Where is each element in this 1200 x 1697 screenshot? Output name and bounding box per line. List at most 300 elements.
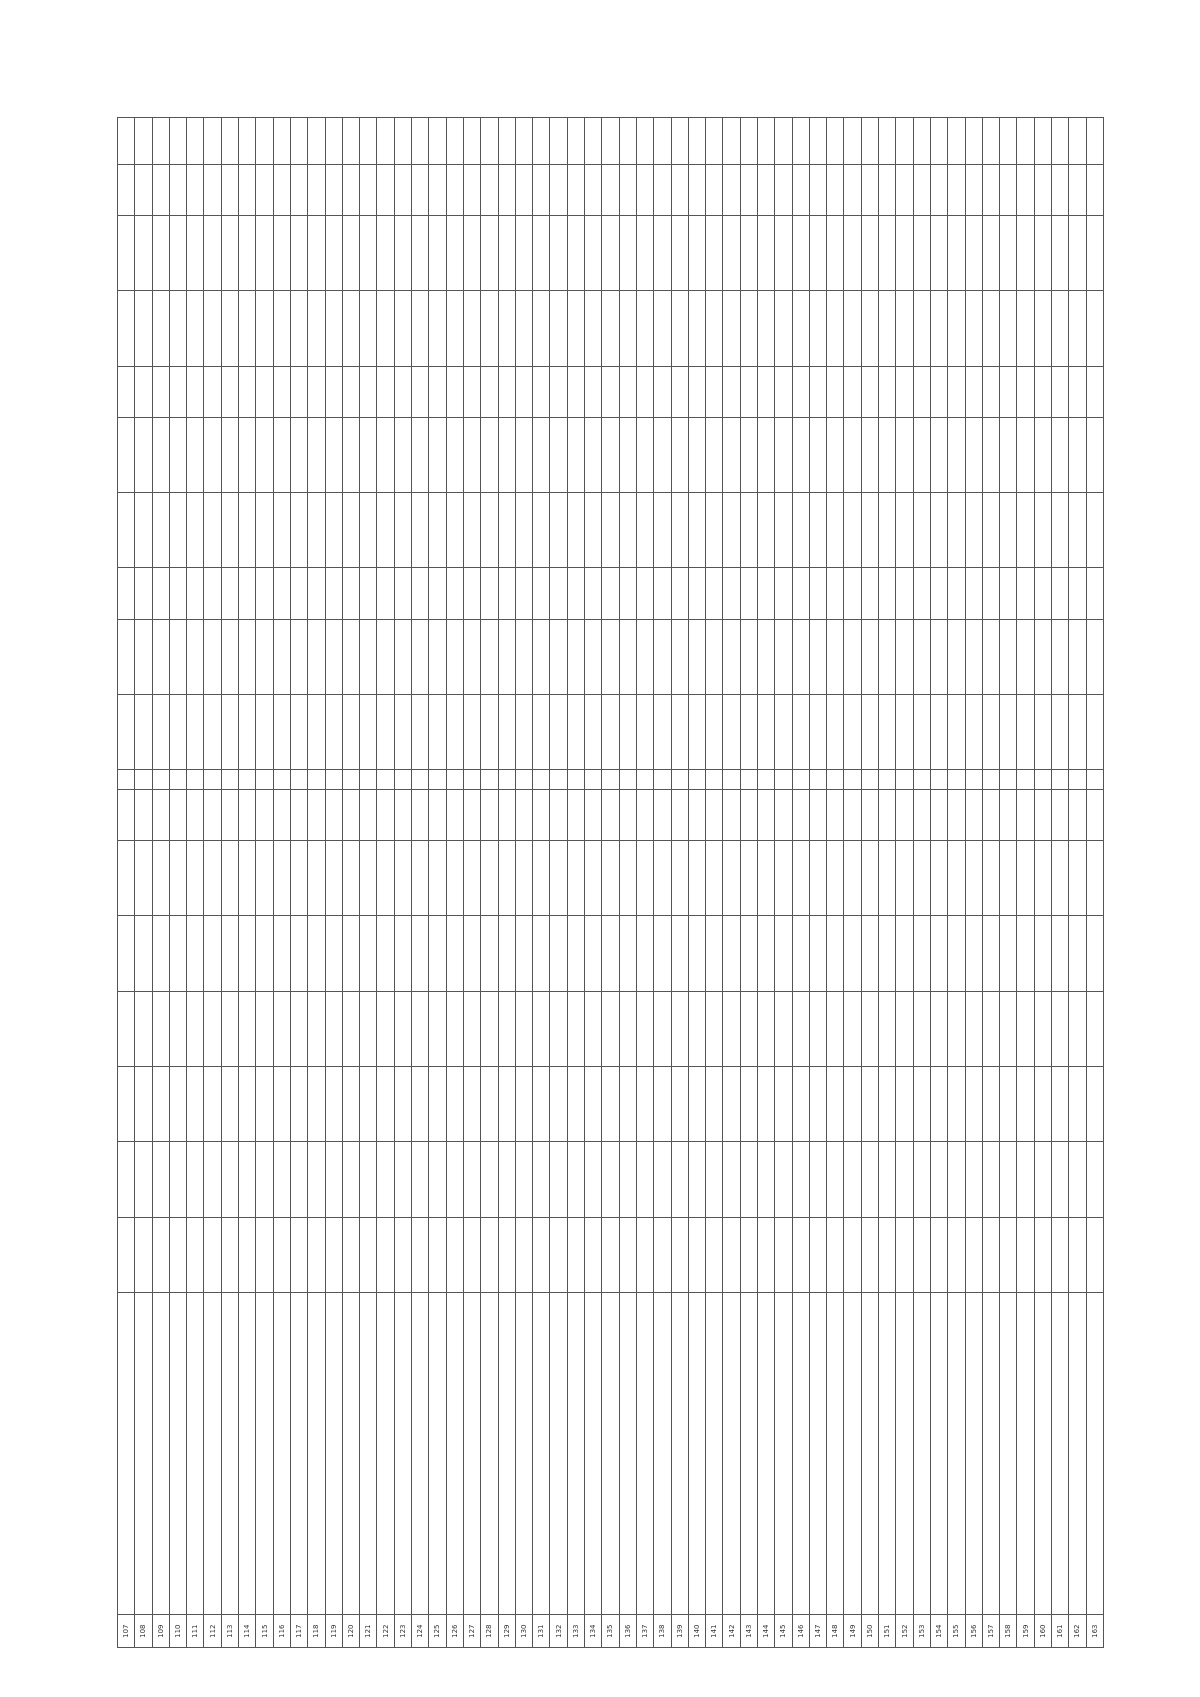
value-cell bbox=[948, 568, 965, 619]
value-cell bbox=[636, 694, 653, 769]
value-cell bbox=[463, 291, 480, 366]
value-cell bbox=[1052, 991, 1069, 1066]
value-cell bbox=[446, 118, 463, 165]
value-cell bbox=[290, 770, 307, 790]
row-number: 111 bbox=[187, 1615, 204, 1648]
value-cell bbox=[1000, 216, 1017, 291]
value-cell bbox=[740, 493, 757, 568]
value-cell bbox=[1017, 216, 1034, 291]
value-cell bbox=[1034, 619, 1051, 694]
value-cell bbox=[325, 118, 342, 165]
value-cell bbox=[221, 694, 238, 769]
value-cell bbox=[809, 770, 826, 790]
value-cell bbox=[394, 841, 411, 916]
value-cell bbox=[930, 1142, 947, 1217]
address-cell bbox=[636, 1292, 653, 1615]
value-cell bbox=[325, 790, 342, 841]
value-cell bbox=[723, 568, 740, 619]
value-cell bbox=[879, 916, 896, 991]
value-cell bbox=[879, 216, 896, 291]
value-cell bbox=[809, 291, 826, 366]
value-cell bbox=[636, 991, 653, 1066]
value-cell bbox=[723, 493, 740, 568]
value-cell bbox=[1017, 165, 1034, 216]
value-cell bbox=[239, 1142, 256, 1217]
value-cell bbox=[463, 417, 480, 492]
value-cell bbox=[498, 366, 515, 417]
value-cell bbox=[930, 991, 947, 1066]
value-cell bbox=[930, 493, 947, 568]
row-number: 156 bbox=[965, 1615, 982, 1648]
value-cell bbox=[152, 568, 169, 619]
value-cell bbox=[550, 118, 567, 165]
value-cell bbox=[654, 694, 671, 769]
value-cell bbox=[619, 493, 636, 568]
value-cell bbox=[273, 1142, 290, 1217]
value-cell bbox=[550, 366, 567, 417]
value-cell bbox=[463, 916, 480, 991]
value-cell bbox=[360, 417, 377, 492]
table-row bbox=[533, 118, 550, 1648]
row-number: 159 bbox=[1017, 1615, 1034, 1648]
value-cell bbox=[204, 165, 221, 216]
table-row bbox=[636, 118, 653, 1648]
value-cell bbox=[619, 1142, 636, 1217]
value-cell bbox=[723, 916, 740, 991]
value-cell bbox=[585, 568, 602, 619]
value-cell bbox=[567, 770, 584, 790]
value-cell bbox=[948, 366, 965, 417]
value-cell bbox=[740, 1066, 757, 1141]
value-cell bbox=[325, 165, 342, 216]
value-cell bbox=[481, 118, 498, 165]
value-cell bbox=[688, 417, 705, 492]
value-cell bbox=[827, 790, 844, 841]
value-cell bbox=[602, 790, 619, 841]
table-row bbox=[844, 118, 861, 1648]
value-cell bbox=[636, 493, 653, 568]
row-number: 139 bbox=[671, 1615, 688, 1648]
value-cell bbox=[757, 991, 774, 1066]
value-cell bbox=[533, 770, 550, 790]
value-cell bbox=[239, 694, 256, 769]
value-cell bbox=[377, 216, 394, 291]
value-cell bbox=[273, 291, 290, 366]
value-cell bbox=[688, 493, 705, 568]
table-row bbox=[308, 118, 325, 1648]
value-cell bbox=[498, 916, 515, 991]
value-cell bbox=[446, 216, 463, 291]
value-cell bbox=[602, 291, 619, 366]
row-number: 163 bbox=[1086, 1615, 1103, 1648]
value-cell bbox=[567, 291, 584, 366]
value-cell bbox=[930, 417, 947, 492]
value-cell bbox=[671, 1066, 688, 1141]
value-cell bbox=[394, 619, 411, 694]
value-cell bbox=[481, 790, 498, 841]
value-cell bbox=[1069, 493, 1086, 568]
address-cell bbox=[965, 1292, 982, 1615]
value-cell bbox=[757, 619, 774, 694]
table-row bbox=[169, 118, 186, 1648]
value-cell bbox=[636, 841, 653, 916]
address-cell bbox=[360, 1292, 377, 1615]
value-cell bbox=[982, 118, 999, 165]
value-cell bbox=[463, 694, 480, 769]
value-cell bbox=[965, 916, 982, 991]
address-cell bbox=[342, 1292, 359, 1615]
value-cell bbox=[308, 790, 325, 841]
value-cell bbox=[360, 770, 377, 790]
value-cell bbox=[1000, 366, 1017, 417]
value-cell bbox=[342, 493, 359, 568]
value-cell bbox=[394, 216, 411, 291]
value-cell bbox=[757, 1066, 774, 1141]
table-row bbox=[827, 118, 844, 1648]
value-cell bbox=[1017, 770, 1034, 790]
value-cell bbox=[498, 770, 515, 790]
value-cell bbox=[290, 619, 307, 694]
value-cell bbox=[654, 216, 671, 291]
value-cell bbox=[325, 916, 342, 991]
value-cell bbox=[861, 1066, 878, 1141]
value-cell bbox=[429, 118, 446, 165]
value-cell bbox=[602, 1142, 619, 1217]
value-cell bbox=[377, 694, 394, 769]
value-cell bbox=[930, 366, 947, 417]
value-cell bbox=[498, 1142, 515, 1217]
value-cell bbox=[360, 366, 377, 417]
value-cell bbox=[879, 568, 896, 619]
value-cell bbox=[861, 619, 878, 694]
value-cell bbox=[446, 1217, 463, 1292]
value-cell bbox=[671, 841, 688, 916]
value-cell bbox=[533, 991, 550, 1066]
table-row bbox=[792, 118, 809, 1648]
value-cell bbox=[965, 790, 982, 841]
value-cell bbox=[325, 619, 342, 694]
value-cell bbox=[740, 770, 757, 790]
value-cell bbox=[169, 493, 186, 568]
value-cell bbox=[498, 291, 515, 366]
value-cell bbox=[360, 991, 377, 1066]
value-cell bbox=[723, 694, 740, 769]
value-cell bbox=[169, 694, 186, 769]
value-cell bbox=[1052, 1217, 1069, 1292]
value-cell bbox=[982, 770, 999, 790]
value-cell bbox=[1000, 118, 1017, 165]
value-cell bbox=[619, 291, 636, 366]
value-cell bbox=[342, 841, 359, 916]
value-cell bbox=[256, 916, 273, 991]
table-row bbox=[135, 118, 152, 1648]
value-cell bbox=[239, 916, 256, 991]
value-cell bbox=[775, 916, 792, 991]
table-row bbox=[740, 118, 757, 1648]
address-cell bbox=[135, 1292, 152, 1615]
value-cell bbox=[844, 770, 861, 790]
value-cell bbox=[913, 493, 930, 568]
value-cell bbox=[861, 770, 878, 790]
address-cell bbox=[982, 1292, 999, 1615]
value-cell bbox=[1069, 841, 1086, 916]
value-cell bbox=[706, 165, 723, 216]
value-cell bbox=[446, 619, 463, 694]
value-cell bbox=[325, 841, 342, 916]
value-cell bbox=[982, 568, 999, 619]
row-number: 132 bbox=[550, 1615, 567, 1648]
value-cell bbox=[982, 841, 999, 916]
value-cell bbox=[654, 1066, 671, 1141]
value-cell bbox=[636, 619, 653, 694]
row-number: 157 bbox=[982, 1615, 999, 1648]
value-cell bbox=[913, 619, 930, 694]
value-cell bbox=[861, 916, 878, 991]
table-row bbox=[446, 118, 463, 1648]
value-cell bbox=[533, 568, 550, 619]
value-cell bbox=[1017, 1066, 1034, 1141]
value-cell bbox=[879, 1217, 896, 1292]
value-cell bbox=[187, 216, 204, 291]
value-cell bbox=[948, 216, 965, 291]
row-number: 117 bbox=[290, 1615, 307, 1648]
value-cell bbox=[654, 841, 671, 916]
value-cell bbox=[221, 366, 238, 417]
value-cell bbox=[1086, 417, 1103, 492]
row-number: 122 bbox=[377, 1615, 394, 1648]
value-cell bbox=[585, 366, 602, 417]
value-cell bbox=[861, 991, 878, 1066]
value-cell bbox=[671, 694, 688, 769]
value-cell bbox=[1034, 366, 1051, 417]
address-cell bbox=[550, 1292, 567, 1615]
value-cell bbox=[377, 366, 394, 417]
value-cell bbox=[965, 619, 982, 694]
value-cell bbox=[394, 366, 411, 417]
row-number: 138 bbox=[654, 1615, 671, 1648]
value-cell bbox=[1086, 216, 1103, 291]
value-cell bbox=[550, 493, 567, 568]
value-cell bbox=[515, 770, 532, 790]
value-cell bbox=[394, 568, 411, 619]
value-cell bbox=[481, 841, 498, 916]
value-cell bbox=[152, 216, 169, 291]
value-cell bbox=[671, 118, 688, 165]
value-cell bbox=[913, 694, 930, 769]
value-cell bbox=[481, 1142, 498, 1217]
value-cell bbox=[463, 1142, 480, 1217]
value-cell bbox=[1017, 991, 1034, 1066]
value-cell bbox=[879, 841, 896, 916]
value-cell bbox=[706, 841, 723, 916]
value-cell bbox=[481, 1217, 498, 1292]
value-cell bbox=[533, 1066, 550, 1141]
value-cell bbox=[239, 568, 256, 619]
value-cell bbox=[775, 493, 792, 568]
value-cell bbox=[930, 1217, 947, 1292]
value-cell bbox=[1017, 417, 1034, 492]
value-cell bbox=[567, 1217, 584, 1292]
value-cell bbox=[567, 366, 584, 417]
value-cell bbox=[809, 1142, 826, 1217]
value-cell bbox=[135, 568, 152, 619]
value-cell bbox=[290, 291, 307, 366]
value-cell bbox=[1069, 291, 1086, 366]
value-cell bbox=[377, 790, 394, 841]
value-cell bbox=[221, 291, 238, 366]
value-cell bbox=[412, 770, 429, 790]
value-cell bbox=[809, 694, 826, 769]
value-cell bbox=[1069, 991, 1086, 1066]
value-cell bbox=[412, 493, 429, 568]
value-cell bbox=[533, 118, 550, 165]
row-number: 115 bbox=[256, 1615, 273, 1648]
value-cell bbox=[913, 770, 930, 790]
value-cell bbox=[256, 493, 273, 568]
value-cell bbox=[688, 1217, 705, 1292]
value-cell bbox=[481, 493, 498, 568]
address-cell bbox=[533, 1292, 550, 1615]
value-cell bbox=[1034, 991, 1051, 1066]
value-cell bbox=[1086, 694, 1103, 769]
value-cell bbox=[602, 991, 619, 1066]
value-cell bbox=[463, 991, 480, 1066]
value-cell bbox=[965, 841, 982, 916]
value-cell bbox=[775, 770, 792, 790]
value-cell bbox=[1052, 770, 1069, 790]
value-cell bbox=[446, 841, 463, 916]
value-cell bbox=[844, 216, 861, 291]
value-cell bbox=[204, 770, 221, 790]
table-row bbox=[671, 118, 688, 1648]
address-cell bbox=[1069, 1292, 1086, 1615]
value-cell bbox=[585, 694, 602, 769]
value-cell bbox=[1000, 417, 1017, 492]
value-cell bbox=[498, 216, 515, 291]
value-cell bbox=[342, 991, 359, 1066]
value-cell bbox=[463, 118, 480, 165]
value-cell bbox=[481, 291, 498, 366]
address-cell bbox=[290, 1292, 307, 1615]
value-cell bbox=[221, 1066, 238, 1141]
value-cell bbox=[775, 216, 792, 291]
value-cell bbox=[792, 770, 809, 790]
value-cell bbox=[533, 291, 550, 366]
value-cell bbox=[360, 1066, 377, 1141]
row-number: 120 bbox=[342, 1615, 359, 1648]
value-cell bbox=[740, 1142, 757, 1217]
value-cell bbox=[118, 118, 135, 165]
value-cell bbox=[965, 165, 982, 216]
value-cell bbox=[515, 291, 532, 366]
value-cell bbox=[515, 216, 532, 291]
value-cell bbox=[273, 694, 290, 769]
value-cell bbox=[118, 790, 135, 841]
value-cell bbox=[1017, 493, 1034, 568]
value-cell bbox=[671, 916, 688, 991]
value-cell bbox=[930, 841, 947, 916]
row-number: 161 bbox=[1052, 1615, 1069, 1648]
value-cell bbox=[671, 291, 688, 366]
value-cell bbox=[446, 366, 463, 417]
value-cell bbox=[792, 841, 809, 916]
value-cell bbox=[290, 165, 307, 216]
table-row bbox=[1017, 118, 1034, 1648]
row-number: 107 bbox=[118, 1615, 135, 1648]
value-cell bbox=[550, 694, 567, 769]
value-cell bbox=[550, 568, 567, 619]
value-cell bbox=[896, 118, 913, 165]
value-cell bbox=[757, 366, 774, 417]
value-cell bbox=[671, 619, 688, 694]
value-cell bbox=[965, 1217, 982, 1292]
row-number: 124 bbox=[412, 1615, 429, 1648]
value-cell bbox=[636, 417, 653, 492]
row-number: 147 bbox=[809, 1615, 826, 1648]
value-cell bbox=[602, 694, 619, 769]
value-cell bbox=[481, 694, 498, 769]
table-row bbox=[515, 118, 532, 1648]
value-cell bbox=[342, 770, 359, 790]
address-cell bbox=[481, 1292, 498, 1615]
value-cell bbox=[723, 790, 740, 841]
address-cell bbox=[792, 1292, 809, 1615]
value-cell bbox=[550, 770, 567, 790]
value-cell bbox=[827, 694, 844, 769]
row-number: 140 bbox=[688, 1615, 705, 1648]
value-cell bbox=[879, 790, 896, 841]
row-number: 158 bbox=[1000, 1615, 1017, 1648]
value-cell bbox=[706, 770, 723, 790]
address-cell bbox=[688, 1292, 705, 1615]
value-cell bbox=[913, 1217, 930, 1292]
value-cell bbox=[930, 1066, 947, 1141]
address-cell bbox=[567, 1292, 584, 1615]
value-cell bbox=[533, 493, 550, 568]
table-row bbox=[377, 118, 394, 1648]
table-row bbox=[948, 118, 965, 1648]
value-cell bbox=[792, 619, 809, 694]
value-cell bbox=[135, 991, 152, 1066]
address-cell bbox=[152, 1292, 169, 1615]
value-cell bbox=[169, 770, 186, 790]
value-cell bbox=[844, 366, 861, 417]
value-cell bbox=[654, 1217, 671, 1292]
value-cell bbox=[515, 417, 532, 492]
value-cell bbox=[982, 916, 999, 991]
value-cell bbox=[290, 493, 307, 568]
value-cell bbox=[896, 619, 913, 694]
value-cell bbox=[585, 291, 602, 366]
value-cell bbox=[169, 790, 186, 841]
value-cell bbox=[567, 1066, 584, 1141]
value-cell bbox=[792, 216, 809, 291]
value-cell bbox=[861, 291, 878, 366]
value-cell bbox=[342, 118, 359, 165]
value-cell bbox=[636, 916, 653, 991]
table-body bbox=[118, 118, 1104, 1648]
value-cell bbox=[135, 790, 152, 841]
value-cell bbox=[550, 1066, 567, 1141]
row-number: 148 bbox=[827, 1615, 844, 1648]
value-cell bbox=[913, 1066, 930, 1141]
value-cell bbox=[688, 790, 705, 841]
value-cell bbox=[567, 216, 584, 291]
value-cell bbox=[239, 165, 256, 216]
value-cell bbox=[723, 841, 740, 916]
value-cell bbox=[948, 619, 965, 694]
table-row bbox=[394, 118, 411, 1648]
